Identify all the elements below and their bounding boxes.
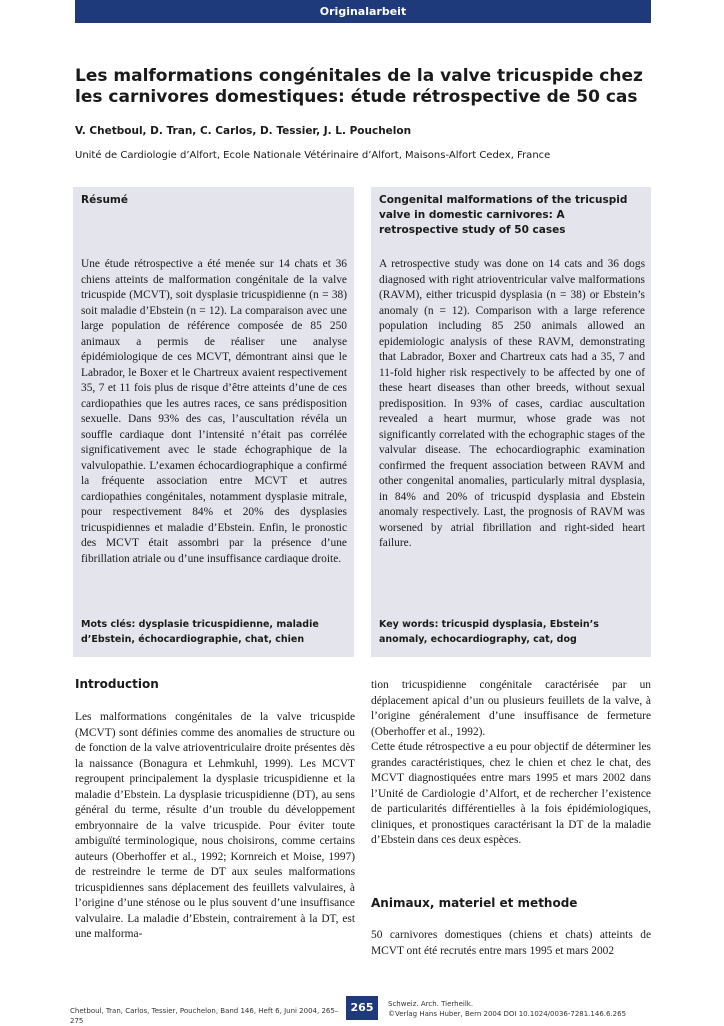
abstract-fr-text: Une étude rétrospective a été menée sur 14 chats et 36 chiens atteints de malformation congénitale de la valve tricuspide (MCVT), soit dysplasie tricuspidienne (n = 38) soit maladie d’Ebstein (n = 12). La comparaison avec une large population de référence composée de 85 250 animaux a permis de réaliser une analyse épidémiologique de ces MCVT, démontrant ainsi que le Labrador, le Boxer et le Chartreux avaient respectivement 35, 7 et 11 fois plus de risque d’être atteints d’une de ces cardiopathies que les autres races, ce sans prédisposition sexuelle. Dans 93% des cas, l’auscultation révéla un souffle cardiaque dont l’intensité n’était pas corrélée significativement avec le stade échographique de la valvulopathie. L’examen échocardiographique a confirmé la fréquente association entre MCVT et autres cardiopathies congénitales, notamment dysplasie mitrale, pour respectivement 84% et 20% des dysplasies tricuspidiennes et maladie d’Ebstein. Enfin, le pronostic des MCVT était assombri par la présence d’une fibrillation atriale ou d’une insuffisance cardiaque droite.	[81, 258, 347, 565]
affiliation: Unité de Cardiologie d’Alfort, Ecole Nationale Vétérinaire d’Alfort, Maisons-Alfort Cedex, France	[75, 150, 551, 161]
footer-publisher-block	[388, 999, 658, 1019]
introduction-heading: Introduction	[75, 677, 159, 691]
methods-heading: Animaux, materiel et methode	[371, 896, 578, 910]
page-number: 265	[346, 996, 378, 1020]
abstract-fr-box	[73, 187, 354, 657]
section-banner	[75, 0, 651, 23]
footer-publisher: ©Verlag Hans Huber, Bern 2004 DOI 10.1024/0036-7281.146.6.265	[388, 1010, 627, 1018]
article-title: Les malformations congénitales de la valve tricuspide chez les carnivores domestiques: étude rétrospective de 50 cas	[75, 66, 643, 107]
section-label: Originalarbeit	[319, 5, 407, 18]
footer-citation: Chetboul, Tran, Carlos, Tessier, Pouchelon, Band 146, Heft 6, Juni 2004, 265–275	[70, 1007, 339, 1025]
introduction-text-right-1: tion tricuspidienne congénitale caractérisée par un déplacement apical d’un ou plusieurs feuillets de la valve, à l’origine généralement d’une insuffisance de fermeture (Oberhoffer et al., 1992).	[371, 679, 651, 738]
author-list: V. Chetboul, D. Tran, C. Carlos, D. Tessier, J. L. Pouchelon	[75, 125, 412, 137]
abstract-fr-heading: Résumé	[81, 194, 128, 206]
methods-text: 50 carnivores domestiques (chiens et chats) atteints de MCVT ont été recrutés entre mars 1995 et mars 2002	[371, 929, 651, 957]
introduction-text-right-2: Cette étude rétrospective a eu pour objectif de déterminer les grandes caractéristiques, chez le chien et chez le chat, des MCVT diagnostiquées entre mars 1995 et mars 2002 dans l’Unité de Cardiologie d’Alfort, et de rechercher l’existence de particularités différentielles à la fois épidémiologiques, cliniques, et pronostiques caractérisant la DT de la maladie d’Ebstein dans ces deux espèces.	[371, 741, 651, 846]
abstract-en-keywords: Key words: tricuspid dysplasia, Ebstein’s anomaly, echocardiography, cat, dog	[379, 619, 599, 645]
abstract-en-heading: Congenital malformations of the tricuspid valve in domestic carnivores: A retrospective study of 50 cases	[379, 194, 628, 236]
abstract-en-text: A retrospective study was done on 14 cats and 36 dogs diagnosed with right atrioventricular valve malformations (RAVM), either tricuspid dysplasia (n = 38) or Ebstein’s anomaly (n = 12). Comparison with a large reference population including 85 250 animals allowed an epidemiologic analysis of these RAVM, demonstrating that Labrador, Boxer and Chartreux cats had a 35, 7 and 11-fold higher risk respectively to be affected by one of these heart diseases than other breeds, without sexual predisposition. In 93% of cases, cardiac auscultation revealed a heart murmur, whose grade was not significantly correlated with the echographic stages of the valvular disease. The echocardiographic examination confirmed the frequent association between RAVM and other congenital anomalies, particularly mitral dysplasia, in 84% and 20% of tricuspid dysplasia and Ebstein anomaly respectively. Last, the prognosis of RAVM was worsened by atrial fibrillation and right-sided heart failure.	[379, 258, 645, 549]
introduction-text-left: Les malformations congénitales de la valve tricuspide (MCVT) sont définies comme des anomalies de structure ou de fonction de la valve atrioventriculaire droite présentes dès la naissance (Bonagura et Lehmkuhl, 1999). Les MCVT regroupent principalement la dysplasie tricuspidienne et la maladie d’Ebstein. La dysplasie tricuspidienne (DT), au sens général du terme, résulte d’un trouble du développement embryonnaire de la valve tricuspide. Pour éviter toute ambiguïté terminologique, nous choisirons, comme certains auteurs (Oberhoffer et al., 1992; Kornreich et Moise, 1997) de restreindre le terme de DT aux seules malformations tricuspidiennes sans déplacement des feuillets valvulaires, à l’origine d’une sténose ou le plus souvent d’une insuffisance valvulaire. La maladie d’Ebstein, contrairement à la DT, est une malforma-	[75, 711, 355, 940]
footer-journal: Schweiz. Arch. Tierheilk.	[388, 1000, 474, 1008]
abstract-fr-keywords: Mots clés: dysplasie tricuspidienne, maladie d’Ebstein, échocardiographie, chat, chien	[81, 619, 319, 645]
abstract-en-box	[371, 187, 651, 657]
